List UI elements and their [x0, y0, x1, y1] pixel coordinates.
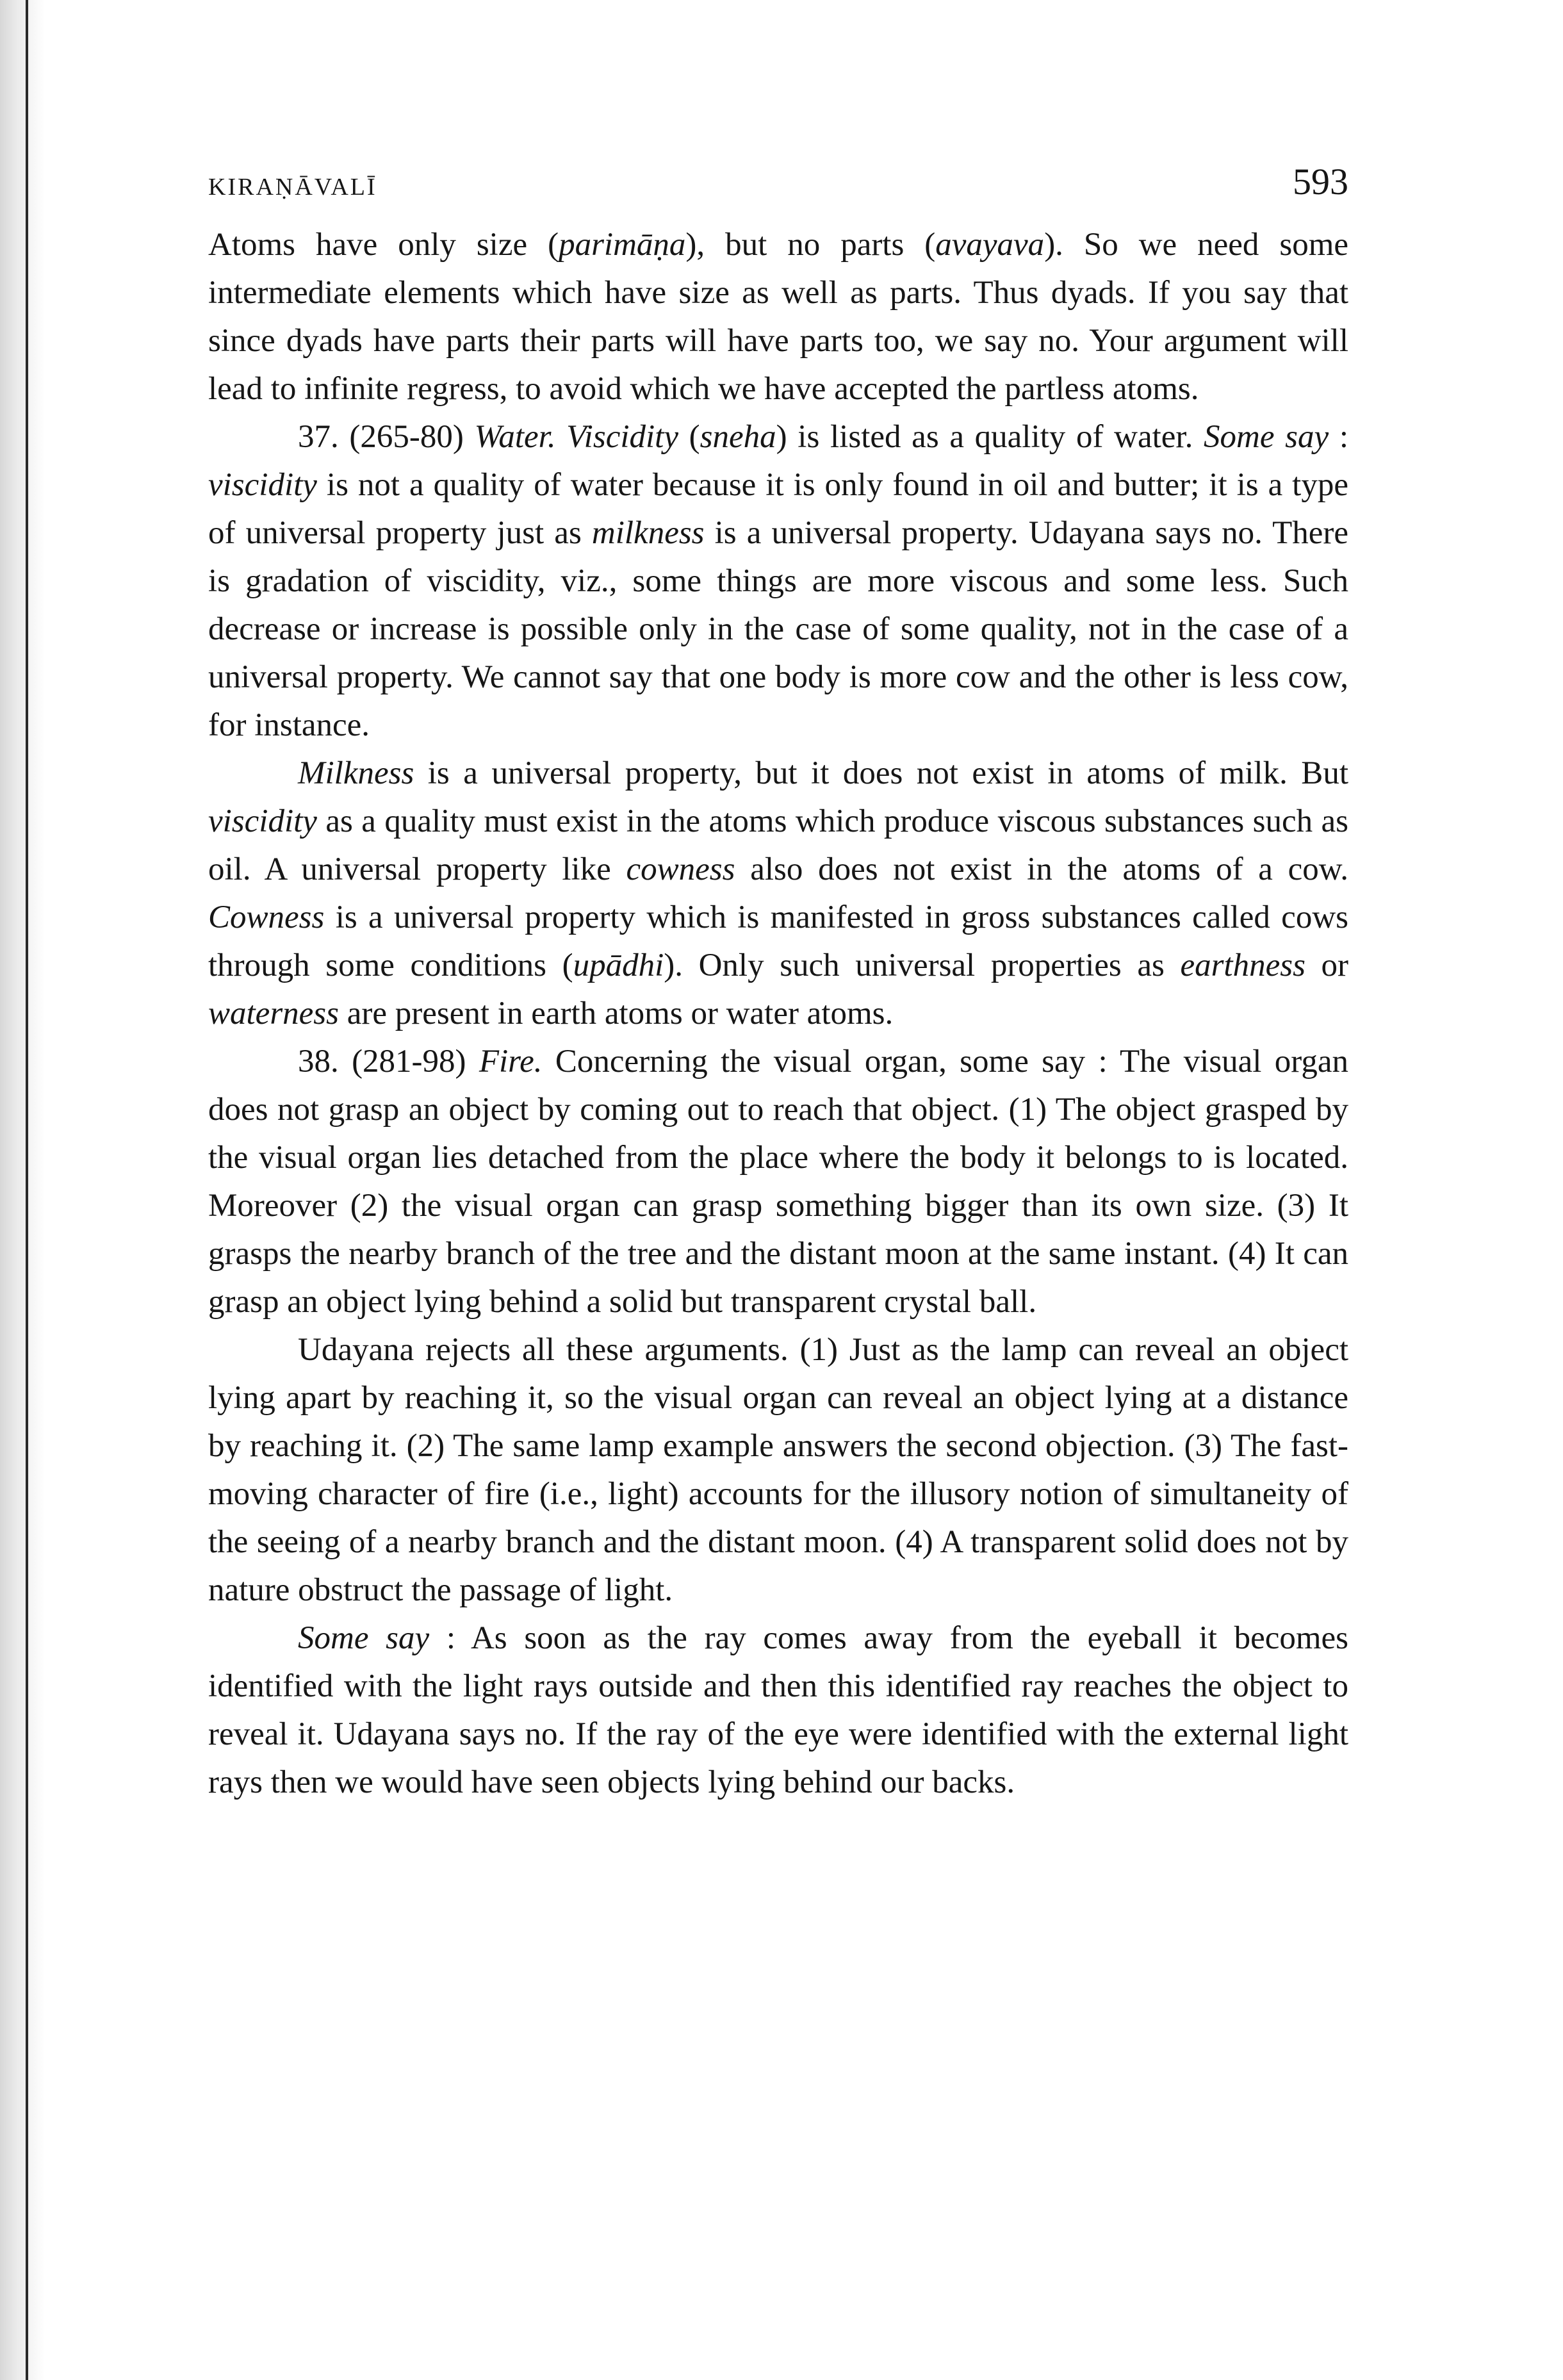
text-run: ). Only such universal properties as	[664, 948, 1181, 983]
paragraph	[208, 1614, 1348, 1807]
italic-term: viscidity	[208, 803, 317, 839]
italic-term: Cowness	[208, 899, 325, 935]
text-run: Udayana rejects all these arguments. (1) Just as the lamp can reveal an object lying apart by reaching it, so the visual organ can reveal an object lying at a distance by reaching it. (2) The same lamp example answers the second objection. (3) The fast-moving character of fire (i.e., light) accounts for the illusory notion of simultaneity of the seeing of a nearby branch and the distant moon. (4) A transparent solid does not by nature obstruct the passage of light.	[208, 1332, 1348, 1608]
italic-term: upādhi	[573, 948, 664, 983]
italic-term: earthness	[1180, 948, 1305, 983]
text-run: also does not exist in the atoms of a cow.	[735, 851, 1349, 887]
text-run: ) is listed as a quality of water.	[776, 419, 1204, 455]
spine-edge-line	[26, 0, 28, 2380]
paragraph	[208, 750, 1348, 1038]
text-run: : As soon as the ray comes away from the eyeball it becomes identified with the light rays outside and then this identified ray reaches the object to reveal it. Udayana says no. If the ray of the eye were identified with the external light rays then we would have seen objects lying behind our backs.	[208, 1620, 1349, 1800]
italic-term: Some say	[1204, 419, 1329, 455]
text-run: is a universal property, but it does not exist in atoms of milk. But	[414, 755, 1348, 791]
paragraph	[208, 221, 1348, 413]
italic-term: Water. Viscidity	[474, 419, 678, 455]
italic-term: sneha	[700, 419, 776, 455]
italic-term: milkness	[591, 515, 705, 551]
paragraph	[208, 1326, 1348, 1614]
italic-term: viscidity	[208, 467, 317, 503]
text-run: 38. (281-98)	[298, 1044, 479, 1079]
running-head	[208, 160, 1348, 211]
italic-term: Some say	[298, 1620, 430, 1656]
text-run: ), but no parts (	[685, 227, 936, 263]
italic-term: avayava	[935, 227, 1045, 263]
italic-term: waterness	[208, 996, 339, 1031]
text-run: Concerning the visual organ, some say : The visual organ does not grasp an object by coming out to reach that object. (1) The object grasped by the visual organ lies detached from the place where the body it belongs to is located. Moreover (2) the visual organ can grasp something bigger than its own size. (3) It grasps the nearby branch of the tree and the distant moon at the same instant. (4) It can grasp an object lying behind a solid but transparent crystal ball.	[208, 1044, 1348, 1320]
text-run: as a quality must exist in the atoms which produce viscous substances such as oil. A universal property like	[208, 803, 1348, 887]
running-head-title: KIRAṆĀVALĪ	[208, 174, 377, 201]
body-text	[208, 221, 1348, 1807]
text-run: :	[1329, 419, 1349, 455]
text-run: is not a quality of water because it is only found in oil and butter; it is a type of universal property just as	[208, 467, 1348, 551]
page-number: 593	[1293, 161, 1348, 202]
text-run: or	[1305, 948, 1349, 983]
text-run: Atoms have only size (	[208, 227, 559, 263]
text-run: is a universal property which is manifested in gross substances called cows through some conditions (	[208, 899, 1348, 983]
paragraph	[208, 1038, 1348, 1326]
text-run: (	[678, 419, 700, 455]
paragraph	[208, 413, 1348, 750]
italic-term: parimāṇa	[559, 227, 686, 263]
binding-shadow	[0, 0, 45, 2380]
text-run: are present in earth atoms or water atoms.	[339, 996, 894, 1031]
italic-term: Fire.	[479, 1044, 543, 1079]
text-run: ). So we need some intermediate elements which have size as well as parts. Thus dyads. If you say that since dyads have parts their parts will have parts too, we say no. Your argument will lead to infinite regress, to avoid which we have accepted the partless atoms.	[208, 227, 1348, 407]
italic-term: Milkness	[298, 755, 414, 791]
italic-term: cowness	[626, 851, 735, 887]
text-run: is a universal property. Udayana says no. There is gradation of viscidity, viz., some things are more viscous and some less. Such decrease or increase is possible only in the case of some quality, not in the case of a universal property. We cannot say that one body is more cow and the other is less cow, for instance.	[208, 515, 1348, 743]
text-run: 37. (265-80)	[298, 419, 475, 455]
